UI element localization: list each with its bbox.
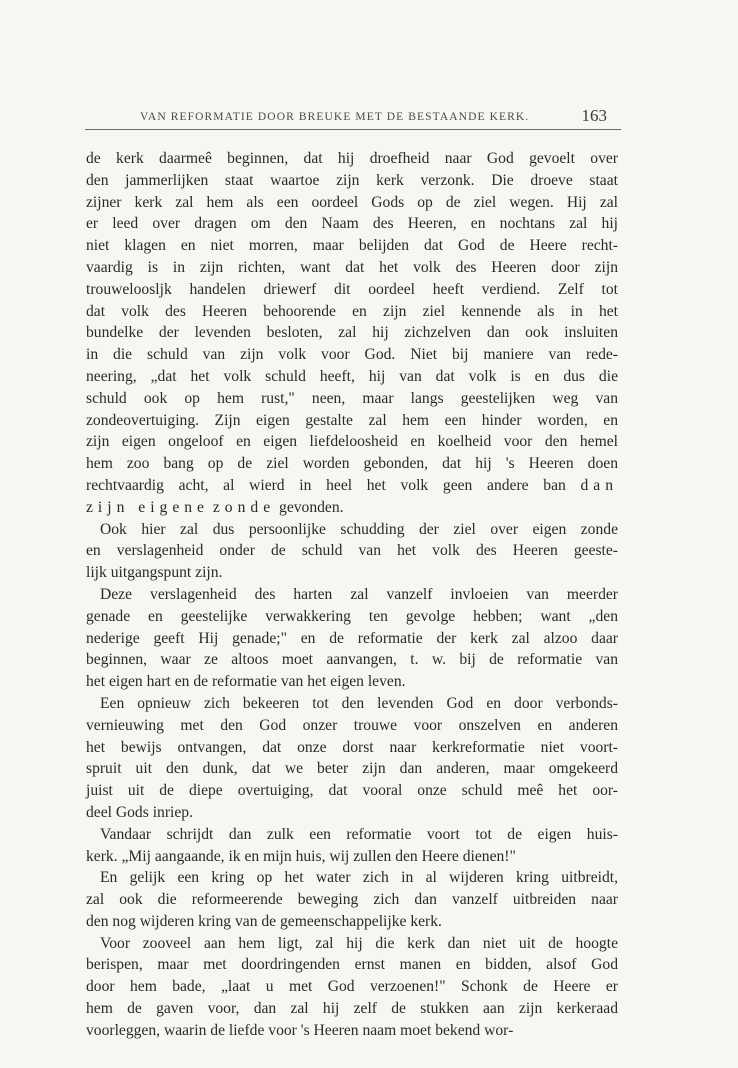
text-line: zondeovertuiging. Zijn eigen gestalte zal hem een hinder worden, en bbox=[86, 411, 618, 429]
text-line: dat volk des Heeren behoorende en zijn ziel kennende als in het bbox=[86, 302, 618, 320]
text-line: Een opnieuw zich bekeeren tot den levenden God en door verbonds- bbox=[100, 694, 618, 712]
text-line: Vandaar schrijdt dan zulk een reformatie voort tot de eigen huis- bbox=[100, 825, 618, 843]
text-line: nederige geeft Hij genade;" en de reformatie der kerk zal alzoo daar bbox=[86, 629, 618, 647]
text-line: kerk. „Mij aangaande, ik en mijn huis, wij zullen den Heere dienen!" bbox=[86, 847, 516, 865]
text-line: berispen, maar met doordringenden ernst manen en bidden, alsof God bbox=[86, 956, 618, 974]
text-line: en verslagenheid onder de schuld van het volk des Heeren geeste- bbox=[86, 542, 618, 560]
text-line: het eigen hart en de reformatie van het eigen leven. bbox=[86, 673, 406, 691]
text-line: den jammerlijken staat waartoe zijn kerk verzonk. Die droeve staat bbox=[86, 171, 618, 189]
paragraph bbox=[86, 824, 618, 868]
text-line: trouweloosljk handelen driewerf dit oordeel heeft verdiend. Zelf tot bbox=[86, 280, 618, 298]
text-line: zal ook die reformeerende beweging zich dan vanzelf uitbreiden naar bbox=[86, 891, 618, 909]
text-line: niet klagen en niet morren, maar belijden dat God de Heere recht- bbox=[86, 237, 618, 255]
text-line: voorleggen, waarin de liefde voor 's Heeren naam moet bekend wor- bbox=[86, 1021, 514, 1039]
emphasis-spaced: dan bbox=[580, 476, 618, 494]
text-line: genade en geestelijke verwakkering ten gevolge hebben; want „den bbox=[86, 607, 618, 625]
page-header bbox=[85, 107, 621, 129]
text-line: lijk uitgangspunt zijn. bbox=[86, 564, 223, 582]
text-line: rechtvaardig acht, al wierd in heel het volk geen andere ban dan bbox=[86, 476, 618, 494]
text-line: schuld ook op hem rust," neen, maar langs geestelijken weg van bbox=[86, 389, 618, 407]
text-line: deel Gods inriep. bbox=[86, 803, 193, 821]
paragraph bbox=[86, 584, 618, 693]
emphasis-spaced: zijn eigene bbox=[86, 498, 209, 516]
text-line: in die schuld van zijn volk voor God. Niet bij maniere van rede- bbox=[86, 346, 618, 364]
text-line: bundelke der levenden besloten, zal hij zichzelven dan ook insluiten bbox=[86, 324, 618, 342]
text-line: zijner kerk zal hem als een oordeel Gods op de ziel wegen. Hij zal bbox=[86, 193, 618, 211]
paragraph bbox=[86, 693, 618, 824]
text-line: Ook hier zal dus persoonlijke schudding der ziel over eigen zonde bbox=[100, 520, 618, 538]
text-line: vaardig is in zijn richten, want dat het volk des Heeren door zijn bbox=[86, 258, 618, 276]
text-line: beginnen, waar ze altoos moet aanvangen, t. w. bij de reformatie van bbox=[86, 651, 618, 669]
text-line: spruit uit den dunk, dat we beter zijn dan anderen, maar omgekeerd bbox=[86, 760, 618, 778]
text-line: vernieuwing met den God onzer trouwe voor onszelven en anderen bbox=[86, 716, 618, 734]
text-line: juist uit de diepe overtuiging, dat vooral onze schuld meê het oor- bbox=[86, 782, 618, 800]
text-line: Voor zooveel aan hem ligt, zal hij die kerk dan niet uit de hoogte bbox=[100, 934, 618, 952]
paragraph bbox=[86, 933, 618, 1042]
paragraph bbox=[86, 519, 618, 584]
text-line: het bewijs ontvangen, dat onze dorst naar kerkreformatie niet voort- bbox=[86, 738, 618, 756]
paragraph bbox=[86, 867, 618, 932]
text-line: er leed over dragen om den Naam des Heeren, en nochtans zal hij bbox=[86, 215, 618, 233]
text-line: door hem bade, „laat u met God verzoenen!" Schonk de Heere er bbox=[86, 978, 618, 996]
text-line: hem zoo bang op de ziel worden gebonden, dat hij 's Heeren doen bbox=[86, 455, 618, 473]
text-line: Deze verslagenheid des harten zal vanzelf invloeien van meerder bbox=[100, 585, 618, 603]
text-line: zijn eigen ongeloof en eigen liefdeloosheid en koelheid voor den hemel bbox=[86, 433, 618, 451]
body-text bbox=[86, 148, 618, 1042]
running-title: VAN REFORMATIE DOOR BREUKE MET DE BESTAANDE KERK. bbox=[140, 111, 530, 123]
text-line: En gelijk een kring op het water zich in al wijderen kring uitbreidt, bbox=[100, 869, 618, 887]
text-line: de kerk daarmeê beginnen, dat hij droefheid naar God gevoelt over bbox=[86, 150, 618, 167]
paragraph bbox=[86, 148, 618, 519]
text-line: den nog wijderen kring van de gemeenschappelijke kerk. bbox=[86, 912, 442, 930]
text-line: zijn eigene zonde gevonden. bbox=[86, 498, 344, 516]
text-line: hem de gaven voor, dan zal hij zelf de stukken aan zijn kerkeraad bbox=[86, 1000, 618, 1018]
text-line: neering, „dat het volk schuld heeft, hij van dat volk is en dus die bbox=[86, 367, 618, 385]
header-rule bbox=[85, 129, 621, 130]
page-number: 163 bbox=[581, 106, 607, 125]
